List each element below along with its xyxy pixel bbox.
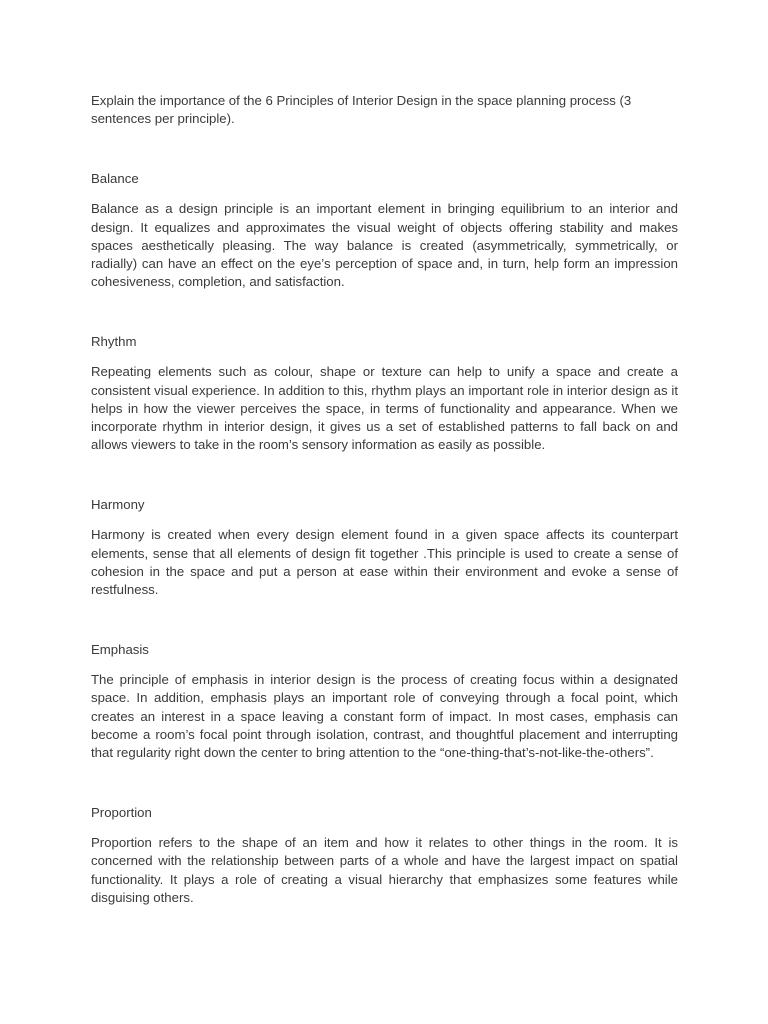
- assignment-prompt: Explain the importance of the 6 Principles of Interior Design in the space planning process (3 sentences per principle).: [91, 93, 632, 127]
- section-heading: Emphasis: [91, 642, 149, 658]
- section-heading: Rhythm: [91, 334, 137, 350]
- section-balance: [91, 170, 678, 291]
- section-rhythm: [91, 333, 678, 454]
- section-heading: Proportion: [91, 805, 152, 821]
- section-harmony: [91, 496, 678, 599]
- section-body: Balance as a design principle is an important element in bringing equilibrium to an interior and design. It equalizes and approximates the visual weight of objects offering stability and makes spaces aesthetically pleasing. The way balance is created (asymmetrically, symmetrically, or radially) can have an effect on the eye’s perception of space and, in turn, help form an impression cohesiveness, completion, and satisfaction.: [91, 201, 678, 290]
- section-proportion: [91, 804, 678, 907]
- section-body: Harmony is created when every design element found in a given space affects its counterpart elements, sense that all elements of design fit together .This principle is used to create a sense of cohesion in the space and put a person at ease within their environment and evoke a sense of restfulness.: [91, 527, 678, 598]
- section-body: Proportion refers to the shape of an item and how it relates to other things in the room. It is concerned with the relationship between parts of a whole and have the largest impact on spatial functionality. It plays a role of creating a visual hierarchy that emphasizes some features while disguising others.: [91, 835, 678, 905]
- section-heading: Harmony: [91, 497, 145, 513]
- section-heading: Balance: [91, 171, 139, 187]
- section-emphasis: [91, 641, 678, 762]
- section-body: The principle of emphasis in interior design is the process of creating focus within a designated space. In addition, emphasis plays an important role of conveying through a focal point, which creates an interest in a space leaving a constant form of impact. In most cases, emphasis can become a room’s focal point through isolation, contrast, and thoughtful placement and interrupting that regularity right down the center to bring attention to the “one-thing-that’s-not-like-the-others”.: [91, 672, 678, 761]
- section-body: Repeating elements such as colour, shape or texture can help to unify a space and create a consistent visual experience. In addition to this, rhythm plays an important role in interior design as it helps in how the viewer perceives the space, in terms of functionality and appearance. When we incorporate rhythm in interior design, it gives us a set of established patterns to fall back on and allows viewers to take in the room’s sensory information as easily as possible.: [91, 364, 678, 453]
